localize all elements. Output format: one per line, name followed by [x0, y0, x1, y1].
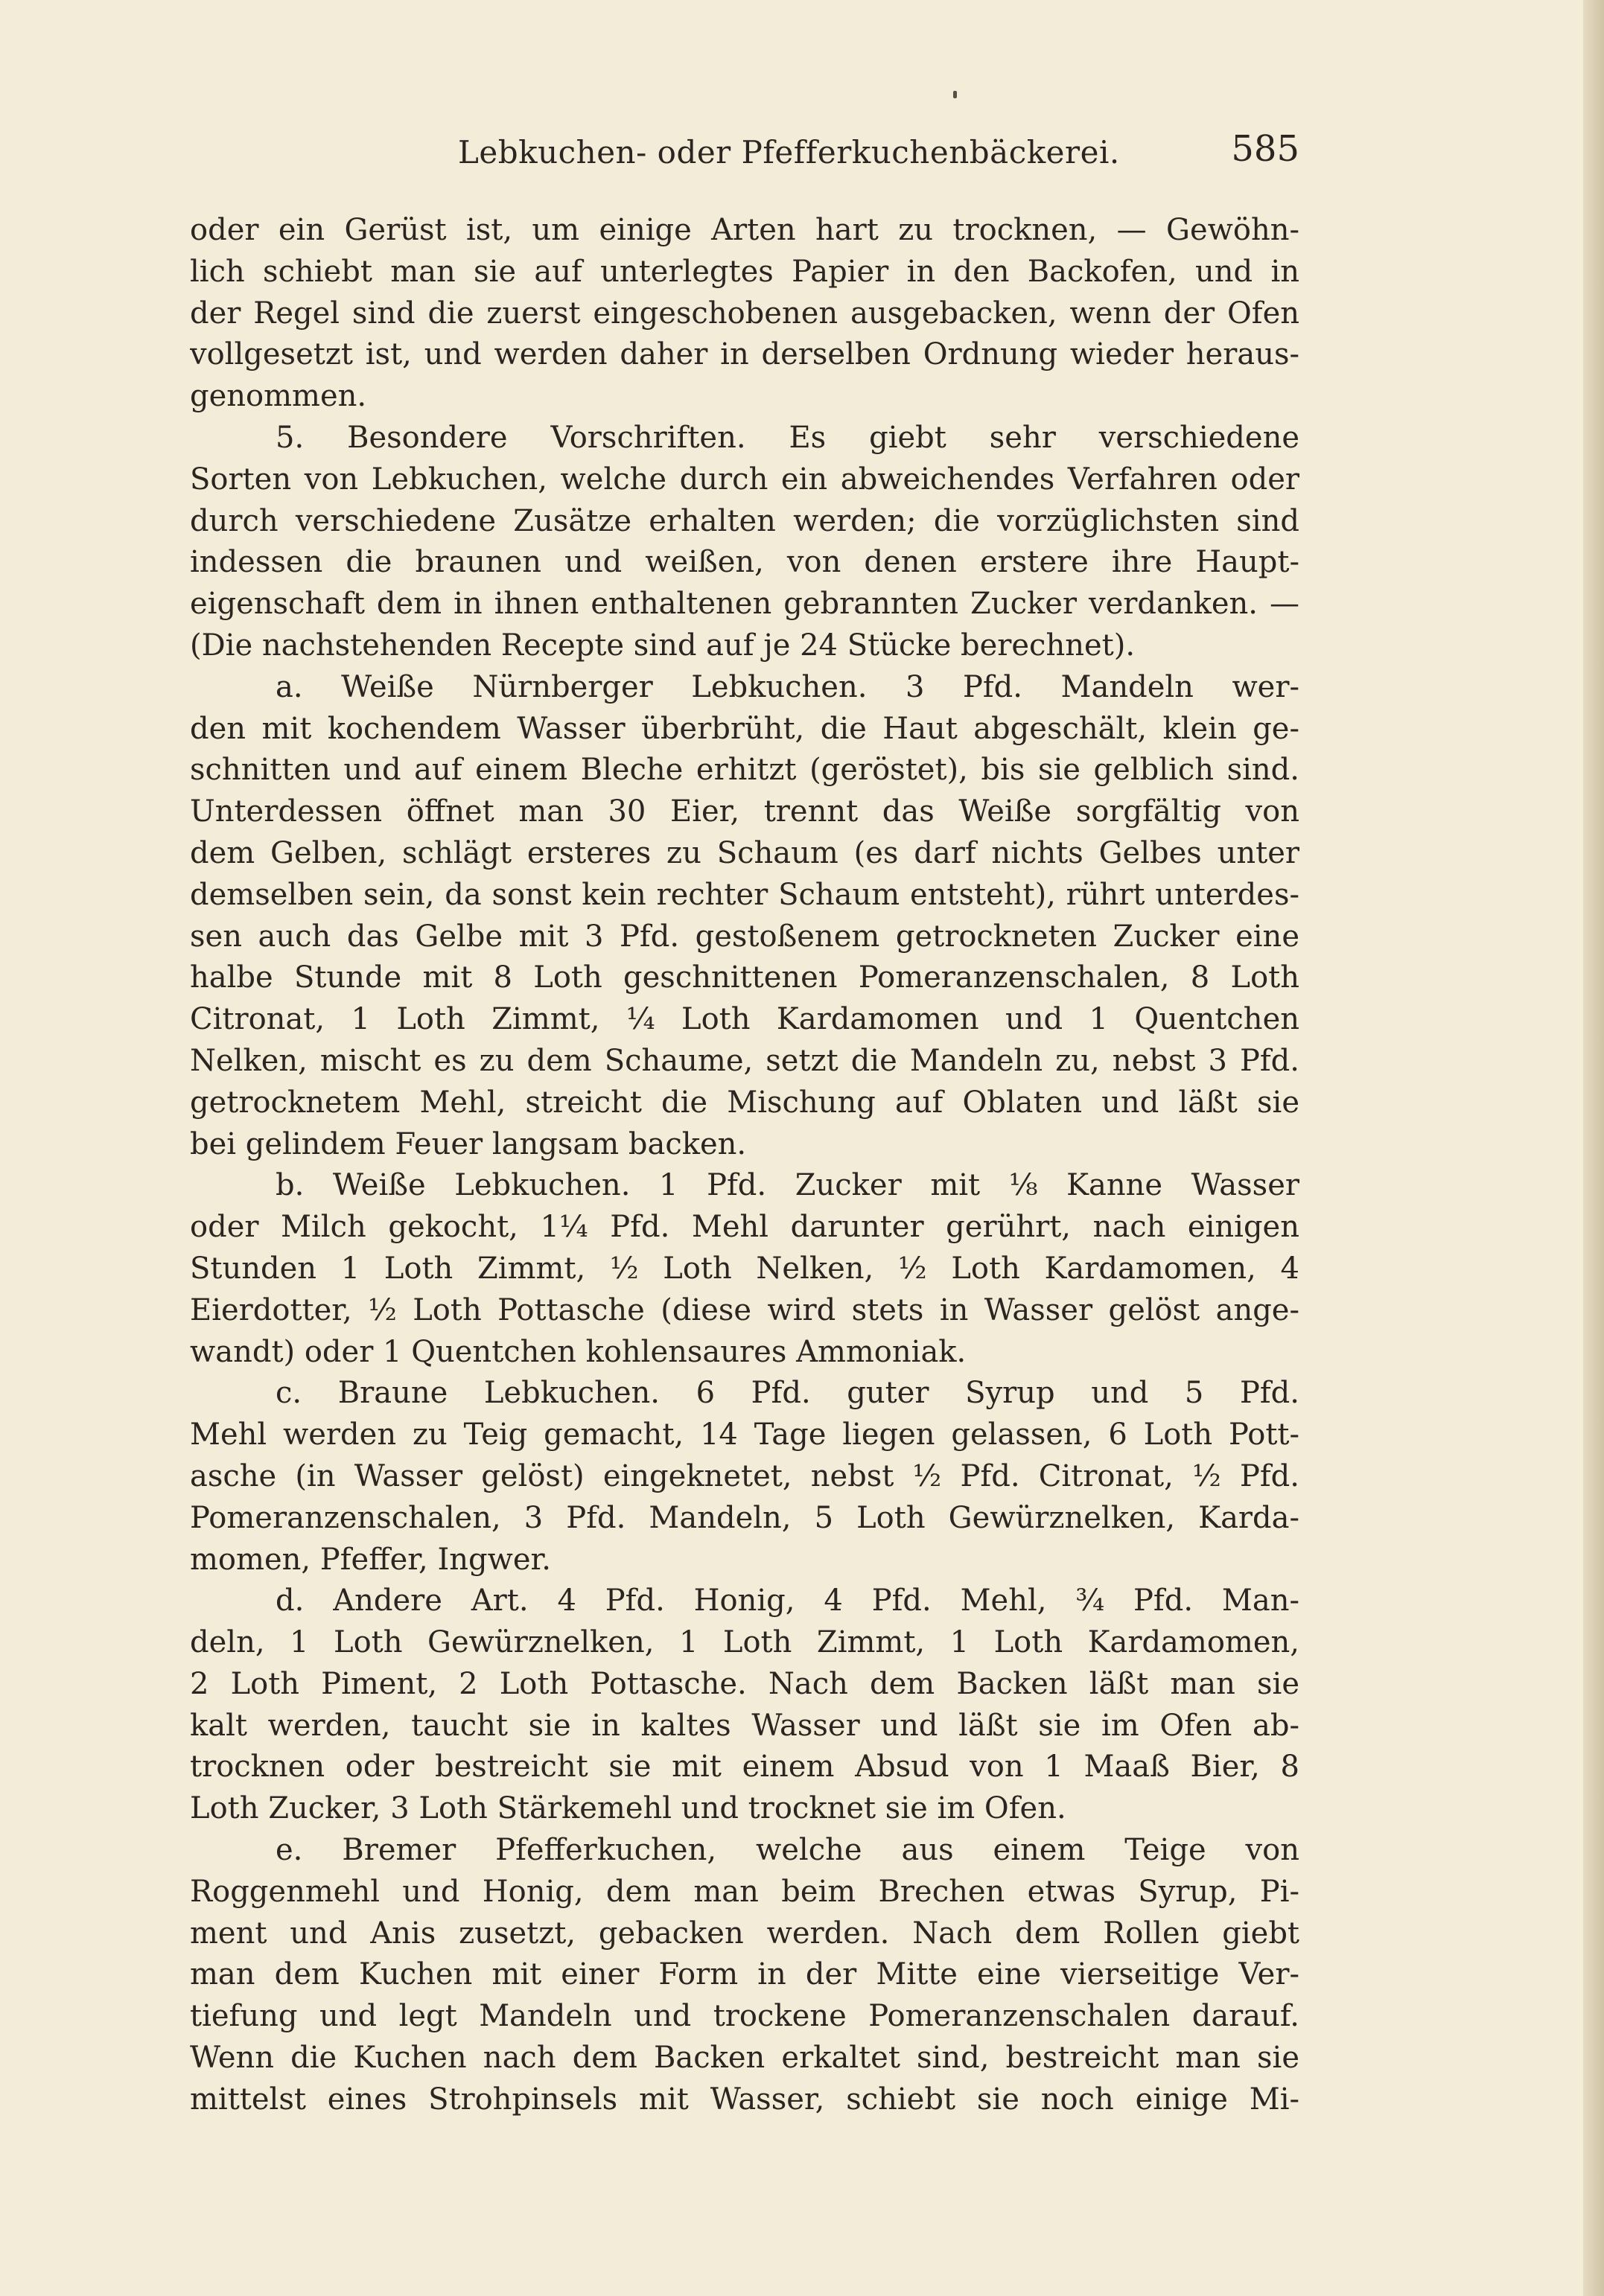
page-number: 585	[1231, 128, 1299, 170]
text-line: b. Weiße Lebkuchen. 1 Pfd. Zucker mit ⅛ Kanne Wasser	[276, 1168, 1299, 1203]
text-line: Eierdotter, ½ Loth Pottasche (diese wird stets in Wasser gelöst ange-	[190, 1292, 1299, 1327]
text-line: mittelst eines Strohpinsels mit Wasser, schiebt sie noch einige Mi-	[190, 2082, 1299, 2117]
text-line: Pomeranzenschalen, 3 Pfd. Mandeln, 5 Loth Gewürznelken, Karda-	[190, 1500, 1299, 1535]
text-line: wandt) oder 1 Quentchen kohlensaures Ammoniak.	[190, 1334, 967, 1369]
page-edge	[1583, 0, 1604, 2296]
text-line: deln, 1 Loth Gewürznelken, 1 Loth Zimmt, 1 Loth Kardamomen,	[190, 1625, 1299, 1660]
text-line: asche (in Wasser gelöst) eingeknetet, nebst ½ Pfd. Citronat, ½ Pfd.	[190, 1458, 1299, 1493]
page-header	[190, 128, 1299, 180]
text-line: a. Weiße Nürnberger Lebkuchen. 3 Pfd. Mandeln wer-	[276, 669, 1299, 704]
text-line: durch verschiedene Zusätze erhalten werden; die vorzüglichsten sind	[190, 503, 1299, 538]
text-line: schnitten und auf einem Bleche erhitzt (geröstet), bis sie gelblich sind.	[190, 753, 1299, 788]
text-line: dem Gelben, schlägt ersteres zu Schaum (es darf nichts Gelbes unter	[190, 835, 1299, 870]
text-line: Loth Zucker, 3 Loth Stärkemehl und trocknet sie im Ofen.	[190, 1791, 1066, 1826]
text-line: Mehl werden zu Teig gemacht, 14 Tage liegen gelassen, 6 Loth Pott-	[190, 1418, 1299, 1452]
text-line: tiefung und legt Mandeln und trockene Pomeranzenschalen darauf.	[190, 1999, 1299, 2034]
text-line: lich schiebt man sie auf unterlegtes Papier in den Backofen, und in	[190, 254, 1299, 289]
text-line: halbe Stunde mit 8 Loth geschnittenen Pomeranzenschalen, 8 Loth	[190, 960, 1299, 995]
text-line: Roggenmehl und Honig, dem man beim Brechen etwas Syrup, Pi-	[190, 1874, 1299, 1909]
text-line: 5. Besondere Vorschriften. Es giebt sehr verschiedene	[276, 420, 1299, 455]
text-line: Unterdessen öffnet man 30 Eier, trennt das Weiße sorgfältig von	[190, 794, 1299, 829]
text-line: e. Bremer Pfefferkuchen, welche aus einem Teige von	[276, 1833, 1299, 1868]
text-line: ment und Anis zusetzt, gebacken werden. Nach dem Rollen giebt	[190, 1916, 1299, 1951]
text-line: genommen.	[190, 379, 367, 414]
text-line: oder ein Gerüst ist, um einige Arten hart zu trocknen, — Gewöhn-	[190, 213, 1299, 247]
body-text	[190, 210, 1299, 2121]
text-line: Nelken, mischt es zu dem Schaume, setzt die Mandeln zu, nebst 3 Pfd.	[190, 1043, 1299, 1078]
text-line: 2 Loth Piment, 2 Loth Pottasche. Nach dem Backen läßt man sie	[190, 1666, 1299, 1701]
text-line: vollgesetzt ist, und werden daher in derselben Ordnung wieder heraus-	[190, 337, 1299, 372]
text-line: der Regel sind die zuerst eingeschobenen ausgebacken, wenn der Ofen	[190, 296, 1299, 331]
running-title: Lebkuchen- oder Pfefferkuchenbäckerei.	[458, 134, 1120, 170]
text-line: indessen die braunen und weißen, von denen erstere ihre Haupt-	[190, 545, 1299, 580]
text-line: sen auch das Gelbe mit 3 Pfd. gestoßenem getrockneten Zucker eine	[190, 919, 1299, 954]
text-line: getrocknetem Mehl, streicht die Mischung auf Oblaten und läßt sie	[190, 1085, 1299, 1120]
text-line: demselben sein, da sonst kein rechter Schaum entsteht), rührt unterdes-	[190, 877, 1299, 912]
text-line: oder Milch gekocht, 1¼ Pfd. Mehl darunter gerührt, nach einigen	[190, 1210, 1299, 1245]
text-line: eigenschaft dem in ihnen enthaltenen gebrannten Zucker verdanken. —	[190, 587, 1299, 622]
text-line: (Die nachstehenden Recepte sind auf je 24 Stücke berechnet).	[190, 628, 1136, 663]
text-line: Citronat, 1 Loth Zimmt, ¼ Loth Kardamomen und 1 Quentchen	[190, 1002, 1299, 1037]
text-line: momen, Pfeffer, Ingwer.	[190, 1542, 551, 1577]
text-line: kalt werden, taucht sie in kaltes Wasser und läßt sie im Ofen ab-	[190, 1708, 1299, 1743]
text-line: den mit kochendem Wasser überbrüht, die Haut abgeschält, klein ge-	[190, 711, 1299, 746]
text-line: Wenn die Kuchen nach dem Backen erkaltet sind, bestreicht man sie	[190, 2041, 1299, 2076]
text-line: d. Andere Art. 4 Pfd. Honig, 4 Pfd. Mehl, ¾ Pfd. Man-	[276, 1584, 1299, 1619]
text-line: man dem Kuchen mit einer Form in der Mitte eine vierseitige Ver-	[190, 1957, 1299, 1992]
text-line: c. Braune Lebkuchen. 6 Pfd. guter Syrup und 5 Pfd.	[276, 1376, 1299, 1411]
text-line: bei gelindem Feuer langsam backen.	[190, 1126, 747, 1161]
print-speck	[953, 91, 957, 98]
text-line: Sorten von Lebkuchen, welche durch ein abweichendes Verfahren oder	[190, 462, 1299, 497]
text-line: trocknen oder bestreicht sie mit einem Absud von 1 Maaß Bier, 8	[190, 1750, 1299, 1785]
text-line: Stunden 1 Loth Zimmt, ½ Loth Nelken, ½ Loth Kardamomen, 4	[190, 1251, 1299, 1286]
